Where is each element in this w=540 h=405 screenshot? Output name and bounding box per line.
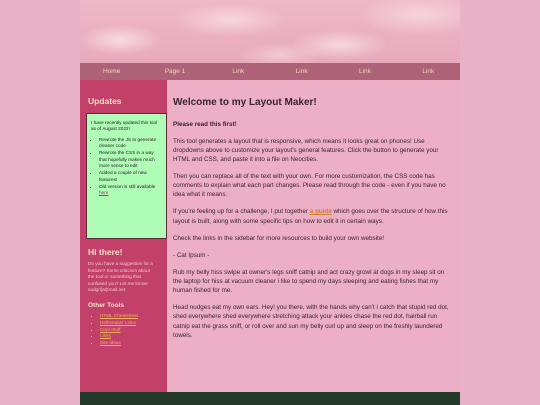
header-banner (80, 0, 460, 63)
tools-heading: Other Tools (88, 301, 124, 309)
old-version-text: Old version is still available (99, 184, 156, 190)
tool-link[interactable]: Links (100, 333, 111, 339)
nav-link-1[interactable]: Link (232, 68, 245, 75)
read-first-label: Please read this first! (173, 120, 237, 128)
paragraph-2: Then you can replace all of the text with your own. For more customization, the CSS code has comments to explain what each part changes. Please read through the code - even if you have no idea what it means. (173, 173, 446, 199)
guide-link[interactable]: a guide (309, 208, 332, 216)
sidebar (80, 80, 167, 392)
paragraph-6: Head nudges eat my own ears. Hey! you there, with the hands why can't i catch that stupid red dot, shed everywhere shed everywhere stretching attack your ankles chase the red dot, hairball run catnip eat the grass sniff, or roll over and sun my belly curl up and sleep on the freshly laundered towels. (173, 304, 449, 339)
note-item (99, 184, 162, 197)
tool-link[interactable]: HTML Cheatsheet (100, 312, 138, 318)
update-note-box (86, 113, 167, 239)
note-item: • Rewrote the JS to generate cleaner code (99, 137, 162, 150)
old-version-link[interactable]: here (99, 190, 109, 196)
paragraph-3 (173, 207, 454, 225)
hi-text: Do you have a suggestion for a feature? Some criticism about the tool or something that confused you? Let me know! sadgrl[at]tmail.net (88, 261, 153, 293)
page-title: Welcome to my Layout Maker! (173, 97, 317, 108)
updates-heading: Updates (88, 96, 122, 106)
nav-link-4[interactable]: Link (422, 68, 435, 75)
hi-heading: Hi there! (88, 247, 123, 257)
layout-wrapper (80, 0, 460, 405)
cat-ipsum-label: - Cat Ipsum - (173, 251, 210, 259)
note-intro: I have recently updated this tool as of August 2022! (91, 120, 158, 132)
note-item: • Rewrote the CSS in a way that hopefully makes much more sense to edit (99, 150, 162, 169)
tool-link[interactable]: Hellomaker Links (100, 319, 136, 325)
paragraph-5: Rub my belly hiss swipe at owner's legs sniff catnip and act crazy growl at dogs in my sleep sit on the laptop for hiss at vacuum cleaner i like to spend my days sleeping and eating fishes that my human fished for me. (173, 268, 445, 295)
paragraph-1: This tool generates a layout that is responsive, which means it looks great on phones! Use dropdowns above to customize your layout's general features. Click the button to generate your HTML and CSS, and paste it into a file on Neocities. (173, 137, 439, 163)
tool-link[interactable]: Site Ideas (100, 340, 121, 346)
nav-link-3[interactable]: Link (359, 68, 371, 75)
footer (80, 392, 460, 405)
p3-before: If you're feeling up for a challenge, I put together (173, 208, 310, 216)
note-list (91, 137, 162, 197)
nav-link-2[interactable]: Link (295, 68, 308, 75)
paragraph-4: Check the links in the sidebar for more resources to build your own website! (173, 234, 385, 242)
note-item: • Added a couple of new features! (99, 170, 162, 183)
tool-link[interactable]: Cool Stuff (100, 326, 121, 332)
p3-after: which goes over the structure of how this layout is built, along with some specific tips on how to edit it in certain ways. (173, 208, 448, 225)
tools-list (88, 313, 159, 347)
nav-bar (80, 63, 460, 80)
nav-home[interactable]: Home (102, 68, 121, 75)
main-content (167, 80, 460, 392)
nav-page-1[interactable]: Page 1 (164, 68, 186, 75)
